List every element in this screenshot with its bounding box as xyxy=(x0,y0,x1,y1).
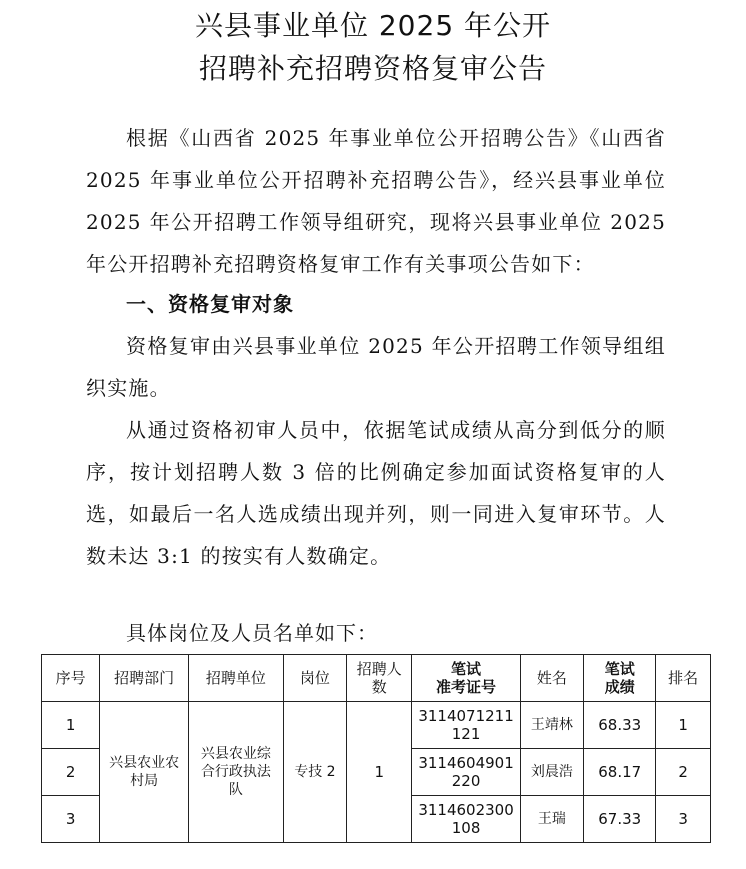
header-index: 序号 xyxy=(42,655,100,702)
cell-score: 68.33 xyxy=(584,702,656,749)
cell-department: 兴县农业农村局 xyxy=(100,702,189,843)
cell-post: 专技 2 xyxy=(283,702,347,843)
header-quota: 招聘人数 xyxy=(347,655,412,702)
cell-name: 王靖林 xyxy=(520,702,584,749)
cell-score: 68.17 xyxy=(584,749,656,796)
cell-exam-number: 3114602300 108 xyxy=(412,796,520,843)
cell-rank: 1 xyxy=(656,702,711,749)
section-heading-review-targets: 一、资格复审对象 xyxy=(126,292,294,316)
document-title-line-2: 招聘补充招聘资格复审公告 xyxy=(198,52,547,85)
cell-name: 刘晨浩 xyxy=(520,749,584,796)
header-department: 招聘部门 xyxy=(100,655,189,702)
cell-exam-number: 3114604901 220 xyxy=(412,749,520,796)
header-score: 笔试 成绩 xyxy=(584,655,656,702)
cell-index: 2 xyxy=(42,749,100,796)
header-unit: 招聘单位 xyxy=(189,655,284,702)
cell-quota: 1 xyxy=(347,702,412,843)
table-header-row xyxy=(42,655,711,702)
cell-rank: 2 xyxy=(656,749,711,796)
cell-name: 王瑞 xyxy=(520,796,584,843)
cell-unit: 兴县农业综合行政执法队 xyxy=(189,702,284,843)
table-intro-text: 具体岗位及人员名单如下： xyxy=(126,621,378,645)
cell-exam-number: 3114071211 121 xyxy=(412,702,520,749)
header-name: 姓名 xyxy=(520,655,584,702)
header-post: 岗位 xyxy=(283,655,347,702)
cell-index: 3 xyxy=(42,796,100,843)
intro-paragraph: 根据《山西省 2025 年事业单位公开招聘公告》《山西省 2025 年事业单位公开招聘补充招聘公告》，经兴县事业单位 2025 年公开招聘工作领导组研究，现将兴县事业单位 2025 年公开招聘补充招聘资格复审工作有关事项公告如下： xyxy=(86,126,666,276)
paragraph-organizer: 资格复审由兴县事业单位 2025 年公开招聘工作领导组组织实施。 xyxy=(86,334,666,400)
candidate-table xyxy=(41,654,711,843)
paragraph-selection-rule: 从通过资格初审人员中，依据笔试成绩从高分到低分的顺序，按计划招聘人数 3 倍的比例确定参加面试资格复审的人选，如最后一名人选成绩出现并列，则一同进入复审环节。人数未达 3:1 的按实有人数确定。 xyxy=(86,418,666,568)
cell-rank: 3 xyxy=(656,796,711,843)
document-title-line-1: 兴县事业单位 2025 年公开 xyxy=(194,9,552,42)
table-row xyxy=(42,702,711,749)
cell-score: 67.33 xyxy=(584,796,656,843)
header-exam-number: 笔试 准考证号 xyxy=(412,655,520,702)
header-rank: 排名 xyxy=(656,655,711,702)
cell-index: 1 xyxy=(42,702,100,749)
